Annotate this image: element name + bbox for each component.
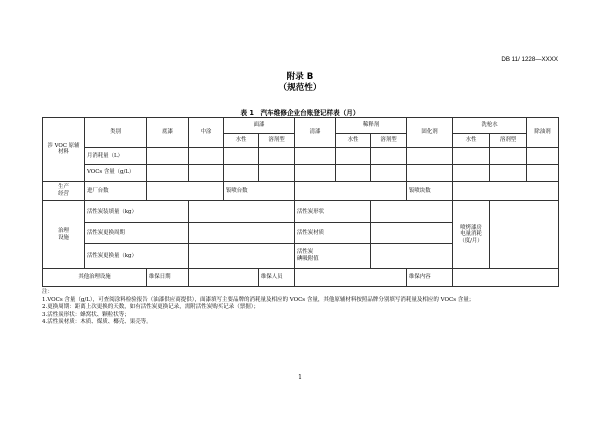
maint-content-label: 维保内容 — [407, 269, 453, 287]
topcoat-solventborne: 溶剂型 — [259, 133, 295, 148]
input-cell[interactable] — [453, 164, 490, 181]
input-cell[interactable] — [295, 164, 336, 181]
primer-header: 底漆 — [147, 118, 189, 148]
input-cell[interactable] — [336, 148, 371, 165]
page-number: 1 — [298, 374, 302, 381]
ac-material-label: 活性炭材质 — [295, 223, 371, 244]
input-cell[interactable] — [295, 269, 407, 287]
ledger-table — [42, 117, 559, 287]
voc-content-label: VOCs 含量（g/L） — [85, 164, 147, 181]
production-label: 生产 经营 — [43, 181, 85, 201]
input-cell[interactable] — [490, 164, 527, 181]
table-row — [43, 269, 559, 287]
thinner-waterborne: 水性 — [336, 133, 371, 148]
note-item: 1.VOCs 含量（g/L），可查阅涂料检验报告（油漆供应商提供），面漆填写主要品牌的消耗量及相应的 VOCs 含量，其他原辅材料按照品牌分别填写消耗量及相应的 VOCs 含量； — [42, 296, 475, 303]
gun-wash-waterborne: 水性 — [453, 133, 490, 148]
ac-cycle-label: 活性炭更换周期 — [85, 223, 189, 244]
input-cell[interactable] — [189, 223, 295, 244]
gun-wash-header: 洗枪水 — [453, 118, 527, 134]
table-title: 表 1 汽车维修企业台账登记样表（月） — [240, 109, 360, 117]
paint-units-label: 钣喷台数 — [224, 181, 295, 201]
input-cell[interactable] — [371, 244, 453, 269]
input-cell[interactable] — [490, 201, 559, 269]
table-row — [43, 118, 559, 134]
input-cell[interactable] — [527, 164, 559, 181]
topcoat-header: 面漆 — [224, 118, 295, 134]
maint-person-label: 维保人员 — [259, 269, 295, 287]
input-cell[interactable] — [336, 164, 371, 181]
input-cell[interactable] — [371, 201, 453, 223]
input-cell[interactable] — [189, 244, 295, 269]
input-cell[interactable] — [453, 269, 559, 287]
table-row — [43, 181, 559, 201]
appendix-heading — [0, 72, 600, 94]
notes — [42, 289, 562, 327]
clearcoat-header: 清漆 — [295, 118, 336, 148]
note-item: 4.活性炭材质：木质、煤质、椰壳、果壳等。 — [42, 319, 152, 326]
cars-in-label: 进厂台数 — [85, 181, 147, 201]
thinner-solventborne: 溶剂型 — [371, 133, 407, 148]
input-cell[interactable] — [259, 164, 295, 181]
ac-fill-label: 活性炭装填量（kg） — [85, 201, 189, 223]
input-cell[interactable] — [189, 164, 224, 181]
other-facility-label: 其他治理设施 — [43, 269, 147, 287]
input-cell[interactable] — [371, 223, 453, 244]
table-row — [43, 201, 559, 223]
thinner-header: 稀释剂 — [336, 118, 407, 134]
panel-count-label: 钣喷块数 — [407, 181, 453, 201]
input-cell[interactable] — [295, 148, 336, 165]
input-cell[interactable] — [527, 148, 559, 165]
input-cell[interactable] — [453, 181, 559, 201]
ac-replace-label: 活性炭更换量（kg） — [85, 244, 189, 269]
appendix-subtitle: （规范性） — [278, 83, 322, 93]
monthly-consumption-label: 月消耗量（L） — [85, 148, 147, 165]
ac-form-label: 活性炭形状 — [295, 201, 371, 223]
input-cell[interactable] — [189, 269, 259, 287]
input-cell[interactable] — [490, 148, 527, 165]
table-row — [43, 148, 559, 165]
input-cell[interactable] — [147, 164, 189, 181]
input-cell[interactable] — [224, 164, 259, 181]
input-cell[interactable] — [453, 148, 490, 165]
input-cell[interactable] — [147, 181, 224, 201]
input-cell[interactable] — [371, 164, 407, 181]
treatment-label: 治理 设施 — [43, 201, 85, 269]
ac-iodine-label: 活性炭 碘吸附值 — [295, 244, 371, 269]
input-cell[interactable] — [189, 201, 295, 223]
input-cell[interactable] — [295, 181, 407, 201]
standard-number: DB 11/ 1228—XXXX — [501, 56, 558, 63]
voc-materials-label: 涉 VOC 原辅材料 — [43, 118, 85, 182]
input-cell[interactable] — [189, 148, 224, 165]
maint-date-label: 维保日期 — [147, 269, 189, 287]
input-cell[interactable] — [147, 148, 189, 165]
gun-wash-solventborne: 溶剂型 — [490, 133, 527, 148]
booth-power-label: 喷烤漆房 电量消耗 （度/月） — [453, 201, 490, 269]
note-item: 2.更换周期：距离上次更换的天数，如有活性炭更换记录，需附活性炭购买记录（票据）； — [42, 304, 260, 311]
midcoat-header: 中涂 — [189, 118, 224, 148]
hardener-header: 固化剂 — [407, 118, 453, 148]
appendix-title: 附录 B — [286, 72, 314, 82]
note-item: 3.活性炭形状：蜂窝状、颗粒状等； — [42, 311, 130, 318]
input-cell[interactable] — [407, 164, 453, 181]
input-cell[interactable] — [259, 148, 295, 165]
table-row — [43, 164, 559, 181]
input-cell[interactable] — [371, 148, 407, 165]
topcoat-waterborne: 水性 — [224, 133, 259, 148]
degreaser-header: 除油剂 — [527, 118, 559, 148]
input-cell[interactable] — [224, 148, 259, 165]
category-header: 类别 — [85, 118, 147, 148]
notes-heading: 注： — [42, 289, 54, 295]
input-cell[interactable] — [407, 148, 453, 165]
